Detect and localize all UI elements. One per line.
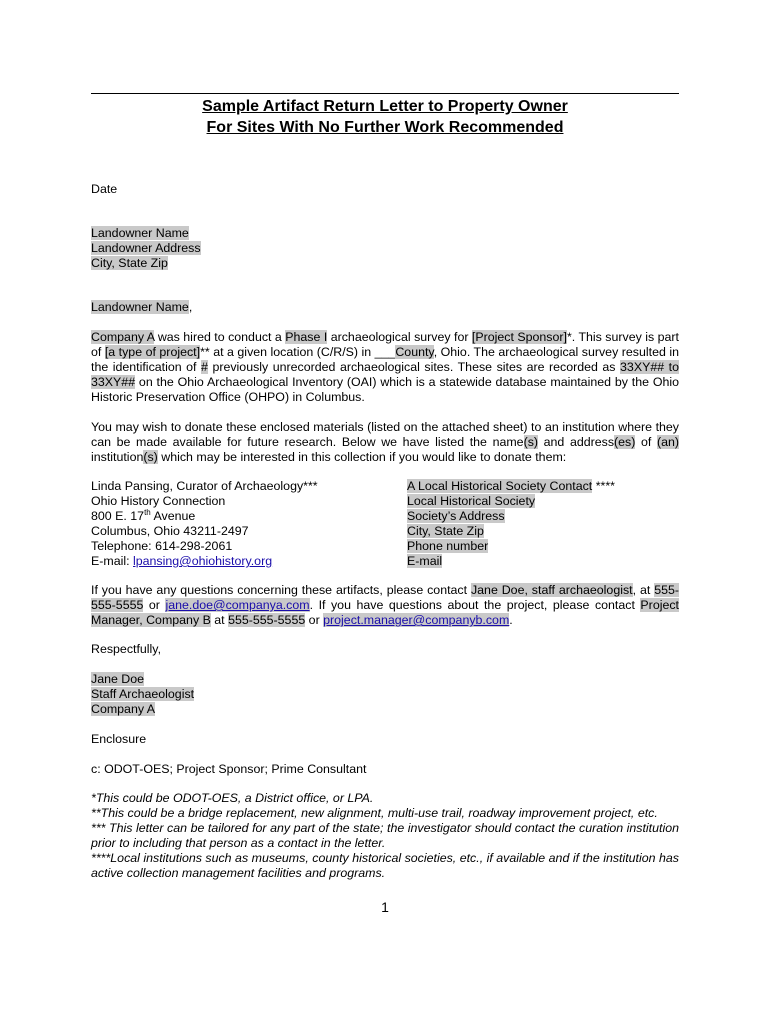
paragraph-survey [91, 330, 679, 405]
closing-text: Respectfully, [91, 642, 162, 656]
p1-site-numbers: 33XY## to 33XY## [91, 360, 679, 389]
contact-ohio-history [91, 479, 401, 569]
title-line-2: For Sites With No Further Work Recommended [206, 118, 564, 136]
p1-text-d: ** at a given location (C/R/S) in ___ [200, 345, 396, 359]
paragraph-donation [91, 420, 679, 465]
p1-sponsor: [Project Sponsor] [471, 330, 567, 344]
p3-contact-name: Jane Doe, staff archaeologist [470, 583, 633, 597]
signature-block [91, 672, 679, 717]
signature-name: Jane Doe [91, 672, 145, 686]
p1-company: Company A [91, 330, 155, 344]
contact-left-phone: Telephone: 614-298-2061 [91, 539, 233, 553]
contact-left-street [91, 509, 401, 524]
enclosure-text: Enclosure [91, 732, 147, 746]
paragraph-questions [91, 583, 679, 628]
p1-text-e: , Ohio. The archaeological survey resulted in the identification of [91, 345, 679, 374]
salutation [91, 300, 679, 315]
date-text: Date [91, 182, 118, 196]
contact-left-city: Columbus, Ohio 43211-2497 [91, 524, 249, 538]
contact-left-email [91, 554, 401, 569]
contact-left-email-label: E-mail: [91, 554, 133, 568]
p1-text-c: *. This survey is part of [91, 330, 679, 359]
contact-right-stars: **** [592, 479, 615, 493]
contact-left-street-sup: th [144, 507, 151, 517]
footnote-4: ****Local institutions such as museums, county historical societies, etc., if available and if the institution has active collection management facilities and programs. [91, 851, 679, 880]
footnote-1: *This could be ODOT-OES, a District office, or LPA. [91, 791, 374, 805]
salutation-name: Landowner Name [91, 300, 189, 314]
contact-left-org: Ohio History Connection [91, 494, 226, 508]
title-line-1: Sample Artifact Return Letter to Property Owner [202, 98, 568, 115]
closing [91, 642, 679, 657]
date-line [91, 182, 679, 197]
recipient-city: City, State Zip [91, 256, 168, 270]
p2-text-c: of [635, 435, 657, 449]
p3-text-e: at [210, 613, 229, 627]
p3-text-c: or [143, 598, 166, 612]
contact-right-org: Local Historical Society [407, 494, 536, 508]
p3-text-d: . If you have questions about the project, please contact [309, 598, 641, 612]
footnotes [91, 791, 679, 881]
contact-local-society [407, 479, 687, 569]
cc-line [91, 762, 679, 777]
page-number: 1 [381, 899, 389, 915]
p2-es: (es) [614, 435, 636, 449]
email-link-lpansing[interactable]: lpansing@ohiohistory.org [133, 554, 273, 568]
p1-text-f: previously unrecorded archaeological sites. These sites are recorded as [207, 360, 621, 374]
enclosure-line [91, 732, 679, 747]
p3-phone-1: 555-555-5555 [91, 583, 679, 612]
header-rule [91, 93, 679, 94]
recipient-address-line: Landowner Address [91, 241, 201, 255]
recipient-name: Landowner Name [91, 226, 189, 240]
cc-text: c: ODOT-OES; Project Sponsor; Prime Consultant [91, 762, 367, 776]
footnote-2: **This could be a bridge replacement, new alignment, multi-use trail, roadway improvement project, etc. [91, 806, 658, 820]
p1-project-type: [a type of project] [104, 345, 201, 359]
contact-right-phone: Phone number [407, 539, 489, 553]
contact-right-address: Society’s Address [407, 509, 505, 523]
p2-s1: (s) [523, 435, 539, 449]
p2-text-d: institution [91, 450, 144, 464]
contact-right-name: A Local Historical Society Contact [407, 479, 593, 493]
p1-phase: Phase I [285, 330, 328, 344]
contact-left-street-num: 800 E. 17 [91, 509, 145, 523]
signature-company: Company A [91, 702, 156, 716]
p1-county: County [395, 345, 434, 359]
p1-text-b: archaeological survey for [327, 330, 472, 344]
email-link-jane-doe[interactable]: jane.doe@companya.com [165, 598, 310, 612]
email-link-project-manager[interactable]: project.manager@companyb.com [323, 613, 510, 627]
signature-title: Staff Archaeologist [91, 687, 195, 701]
p3-text-f: or [305, 613, 324, 627]
document-title [91, 97, 679, 138]
contact-left-street-name: Avenue [150, 509, 196, 523]
p3-text-g: . [509, 613, 513, 627]
p2-text-e: which may be interested in this collection if you would like to donate them: [157, 450, 567, 464]
p1-text-a: was hired to conduct a [154, 330, 286, 344]
p1-text-g: on the Ohio Archaeological Inventory (OAI) which is a statewide database maintained by the Ohio Historic Preservation Office (OHPO) in Columbus. [91, 375, 679, 404]
p2-an: (an) [656, 435, 680, 449]
p3-text-a: If you have any questions concerning these artifacts, please contact [91, 583, 471, 597]
p3-project-manager: Project Manager, Company B [91, 598, 679, 627]
salutation-punct: , [188, 300, 193, 314]
p3-text-b: , at [632, 583, 655, 597]
footnote-3: *** This letter can be tailored for any part of the state; the investigator should contact the curation institution prior to including that person as a contact in the letter. [91, 821, 679, 850]
p2-text-a: You may wish to donate these enclosed materials (listed on the attached sheet) to an institution where they can be made available for future research. Below we have listed the name [91, 420, 679, 449]
contact-right-email: E-mail [407, 554, 443, 568]
p2-text-b: and address [538, 435, 615, 449]
recipient-address [91, 226, 679, 271]
p3-phone-2: 555-555-5555 [228, 613, 306, 627]
contact-left-name: Linda Pansing, Curator of Archaeology*** [91, 479, 318, 493]
p1-site-count: # [201, 360, 208, 374]
p2-s2: (s) [143, 450, 158, 464]
contact-right-city: City, State Zip [407, 524, 484, 538]
